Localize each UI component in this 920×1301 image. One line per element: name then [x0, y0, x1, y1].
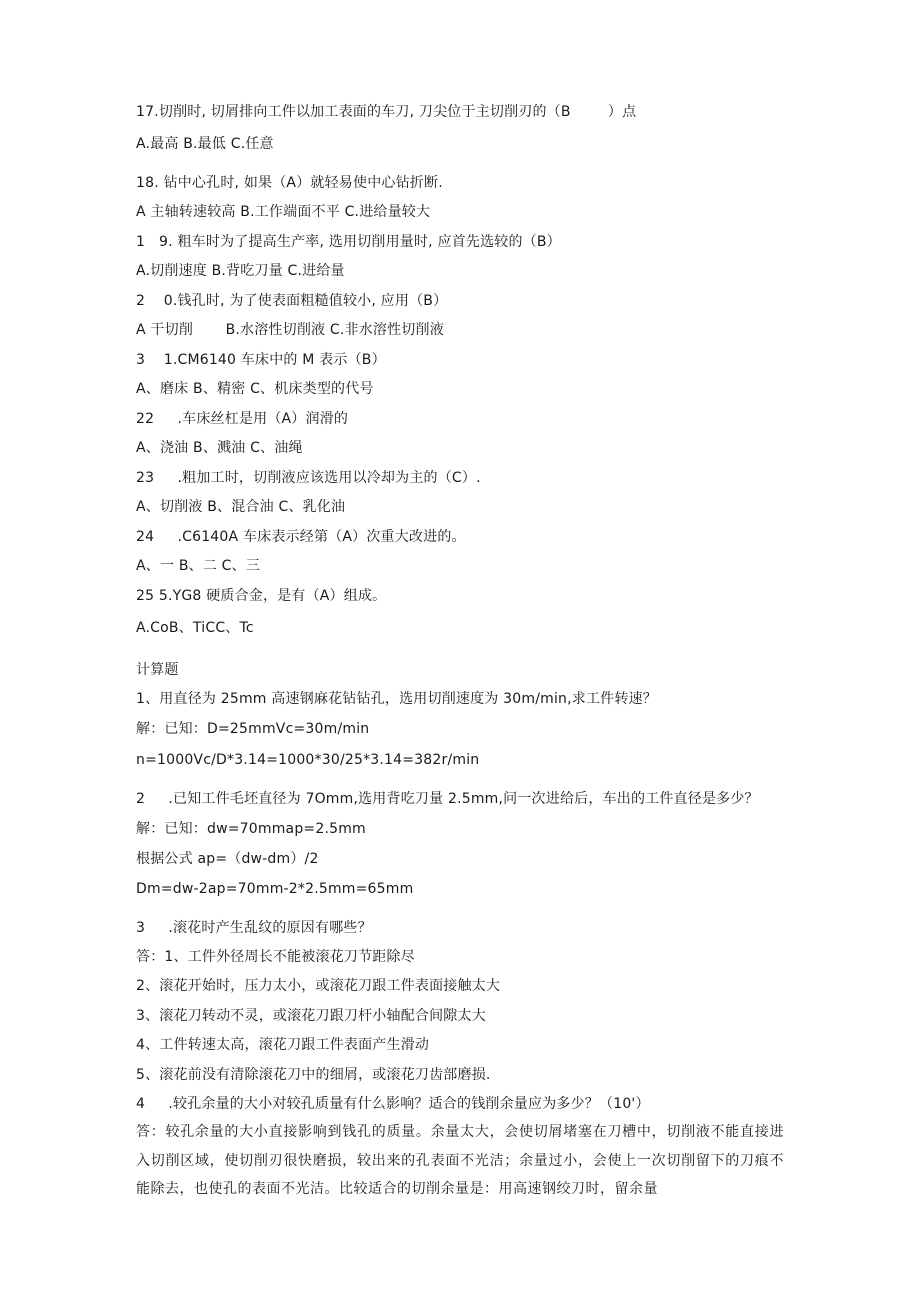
calc-formula-2: 根据公式 ap=（dw-dm）/2 [136, 851, 319, 867]
answer-3-item-4: 4、工件转速太高，滚花刀跟工件表面产生滑动 [136, 1037, 430, 1053]
options-24: A、一 B、二 C、三 [136, 558, 261, 574]
options-20: A 干切削 B.水溶性切削液 C.非水溶性切削液 [136, 322, 444, 338]
section-heading: 计算题 [136, 662, 179, 678]
calc-question-4: 4 .较孔余量的大小对较孔质量有什么影响？适合的钱削余量应为多少？（10'） [136, 1096, 650, 1112]
options-22: A、浇油 B、溅油 C、油绳 [136, 440, 303, 456]
calc-formula-1: n=1000Vc/D*3.14=1000*30/25*3.14=382r/min [136, 752, 480, 768]
answer-3-item-3: 3、滚花刀转动不灵，或滚花刀跟刀杆小轴配合间隙太大 [136, 1008, 486, 1024]
question-17: 17.切削时, 切屑排向工件以加工表面的车刀, 刀尖位于主切削刃的（B ）点 [136, 104, 637, 120]
question-25: 25 5.YG8 硬质合金，是有（A）组成。 [136, 588, 387, 604]
options-21: A、磨床 B、精密 C、机床类型的代号 [136, 381, 374, 397]
question-20: 2 0.钱孔时, 为了使表面粗糙值较小, 应用（B） [136, 293, 448, 309]
answer-3-item-1: 答：1、工件外径周长不能被滚花刀节距除尽 [136, 949, 415, 965]
options-25: A.CoB、TiCC、Tc [136, 620, 254, 636]
options-18: A 主轴转速较高 B.工作端面不平 C.进给量较大 [136, 204, 431, 220]
calc-result-2: Dm=dw-2ap=70mm-2*2.5mm=65mm [136, 881, 414, 897]
answer-3-item-2: 2、滚花开始时，压力太小，或滚花刀跟工件表面接触太大 [136, 978, 501, 994]
question-19: 1 9. 粗车时为了提高生产率, 选用切削用量时, 应首先选较的（B） [136, 234, 561, 250]
question-18: 18. 钻中心孔时, 如果（A）就轻易使中心钻折断. [136, 175, 443, 191]
options-17: A.最高 B.最低 C.任意 [136, 136, 274, 152]
calc-question-2: 2 .已知工件毛坯直径为 7Omm,选用背吃刀量 2.5mm,问一次进给后，车出的工件直径是多少？ [136, 791, 759, 807]
calc-question-3: 3 .滚花时产生乱纹的原因有哪些？ [136, 920, 372, 936]
calc-known-1: 解：已知：D=25mmVc=30m/min [136, 721, 370, 737]
options-19: A.切削速度 B.背吃刀量 C.进给量 [136, 263, 345, 279]
question-24: 24 .C6140A 车床表示经第（A）次重大改进的。 [136, 529, 466, 545]
question-21: 3 1.CM6140 车床中的 M 表示（B） [136, 352, 386, 368]
calc-known-2: 解：已知：dw=70mmap=2.5mm [136, 821, 366, 837]
answer-3-item-5: 5、滚花前没有清除滚花刀中的细屑，或滚花刀齿部磨损. [136, 1067, 491, 1083]
calc-question-1: 1、用直径为 25mm 高速钢麻花钻钻孔，选用切削速度为 30m/min,求工件转速？ [136, 691, 657, 707]
answer-4-paragraph: 答：较孔余量的大小直接影响到钱孔的质量。余量太大，会使切屑堵塞在刀槽中，切削液不能直接进入切削区域，使切削刃很快磨损，较出来的孔表面不光洁；余量过小，会使上一次切削留下的刀痕不能除去，也使孔的表面不光洁。比较适合的切削余量是：用高速钢绞刀时，留余量 [136, 1124, 784, 1198]
question-22: 22 .车床丝杠是用（A）润滑的 [136, 411, 349, 427]
options-23: A、切削液 B、混合油 C、乳化油 [136, 499, 346, 515]
question-23: 23 .粗加工时，切削液应该选用以冷却为主的（C）. [136, 470, 481, 486]
